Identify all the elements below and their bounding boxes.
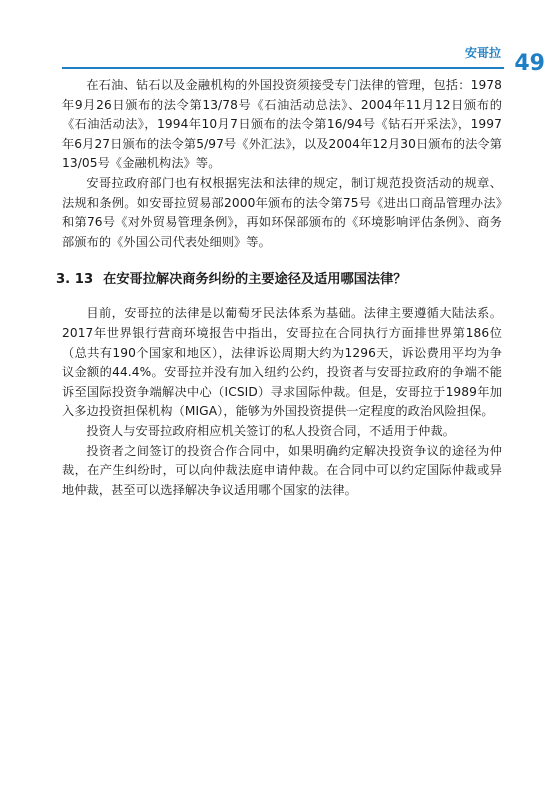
- running-header-title: 安哥拉: [464, 46, 501, 60]
- body-paragraph: 目前，安哥拉的法律是以葡萄牙民法体系为基础。法律主要遵循大陆法系。2017年世界银行营商环境报告中指出，安哥拉在合同执行方面排世界第186位（总共有190个国家和地区），法律诉讼周期大约为1296天，诉讼费用平均为争议金额的44.4%。安哥拉并没有加入纽约公约，投资者与安哥拉政府的争端不能诉至国际投资争端解决中心（ICSID）寻求国际仲裁。但是，安哥拉于1989年加入多边投资担保机构（MIGA），能够为外国投资提供一定程度的政治风险担保。: [62, 306, 502, 419]
- header-rule: [62, 67, 504, 69]
- section-heading: [56, 270, 502, 290]
- section-title: 在安哥拉解决商务纠纷的主要途径及适用哪国法律？: [103, 272, 407, 288]
- section-number: 3. 13: [56, 272, 94, 288]
- body-paragraph: 投资人与安哥拉政府相应机关签订的私人投资合同，不适用于仲裁。: [86, 423, 456, 438]
- page-number: 49: [514, 51, 545, 76]
- body-paragraph: 投资者之间签订的投资合作合同中，如果明确约定解决投资争议的途径为仲裁，在产生纠纷时，可以向仲裁法庭申请仲裁。在合同中可以约定国际仲裁或异地仲裁，甚至可以选择解决争议适用哪个国家的法律。: [62, 443, 502, 497]
- body-paragraph: 安哥拉政府部门也有权根据宪法和法律的规定，制订规范投资活动的规章、法规和条例。如安哥拉贸易部2000年颁布的法令第75号《进出口商品管理办法》和第76号《对外贸易管理条例》，再如环保部颁布的《环境影响评估条例》、商务部颁布的《外国公司代表处细则》等。: [62, 175, 502, 249]
- page-body: [56, 76, 502, 500]
- body-paragraph: 在石油、钻石以及金融机构的外国投资须接受专门法律的管理，包括：1978年9月26日颁布的法令第13/78号《石油活动总法》、2004年11月12日颁布的《石油活动法》，1994年10月7日颁布的法令第16/94号《钻石开采法》，1997年6月27日颁布的法令第5/97号《外汇法》，以及2004年12月30日颁布的法令第13/05号《金融机构法》等。: [62, 78, 502, 171]
